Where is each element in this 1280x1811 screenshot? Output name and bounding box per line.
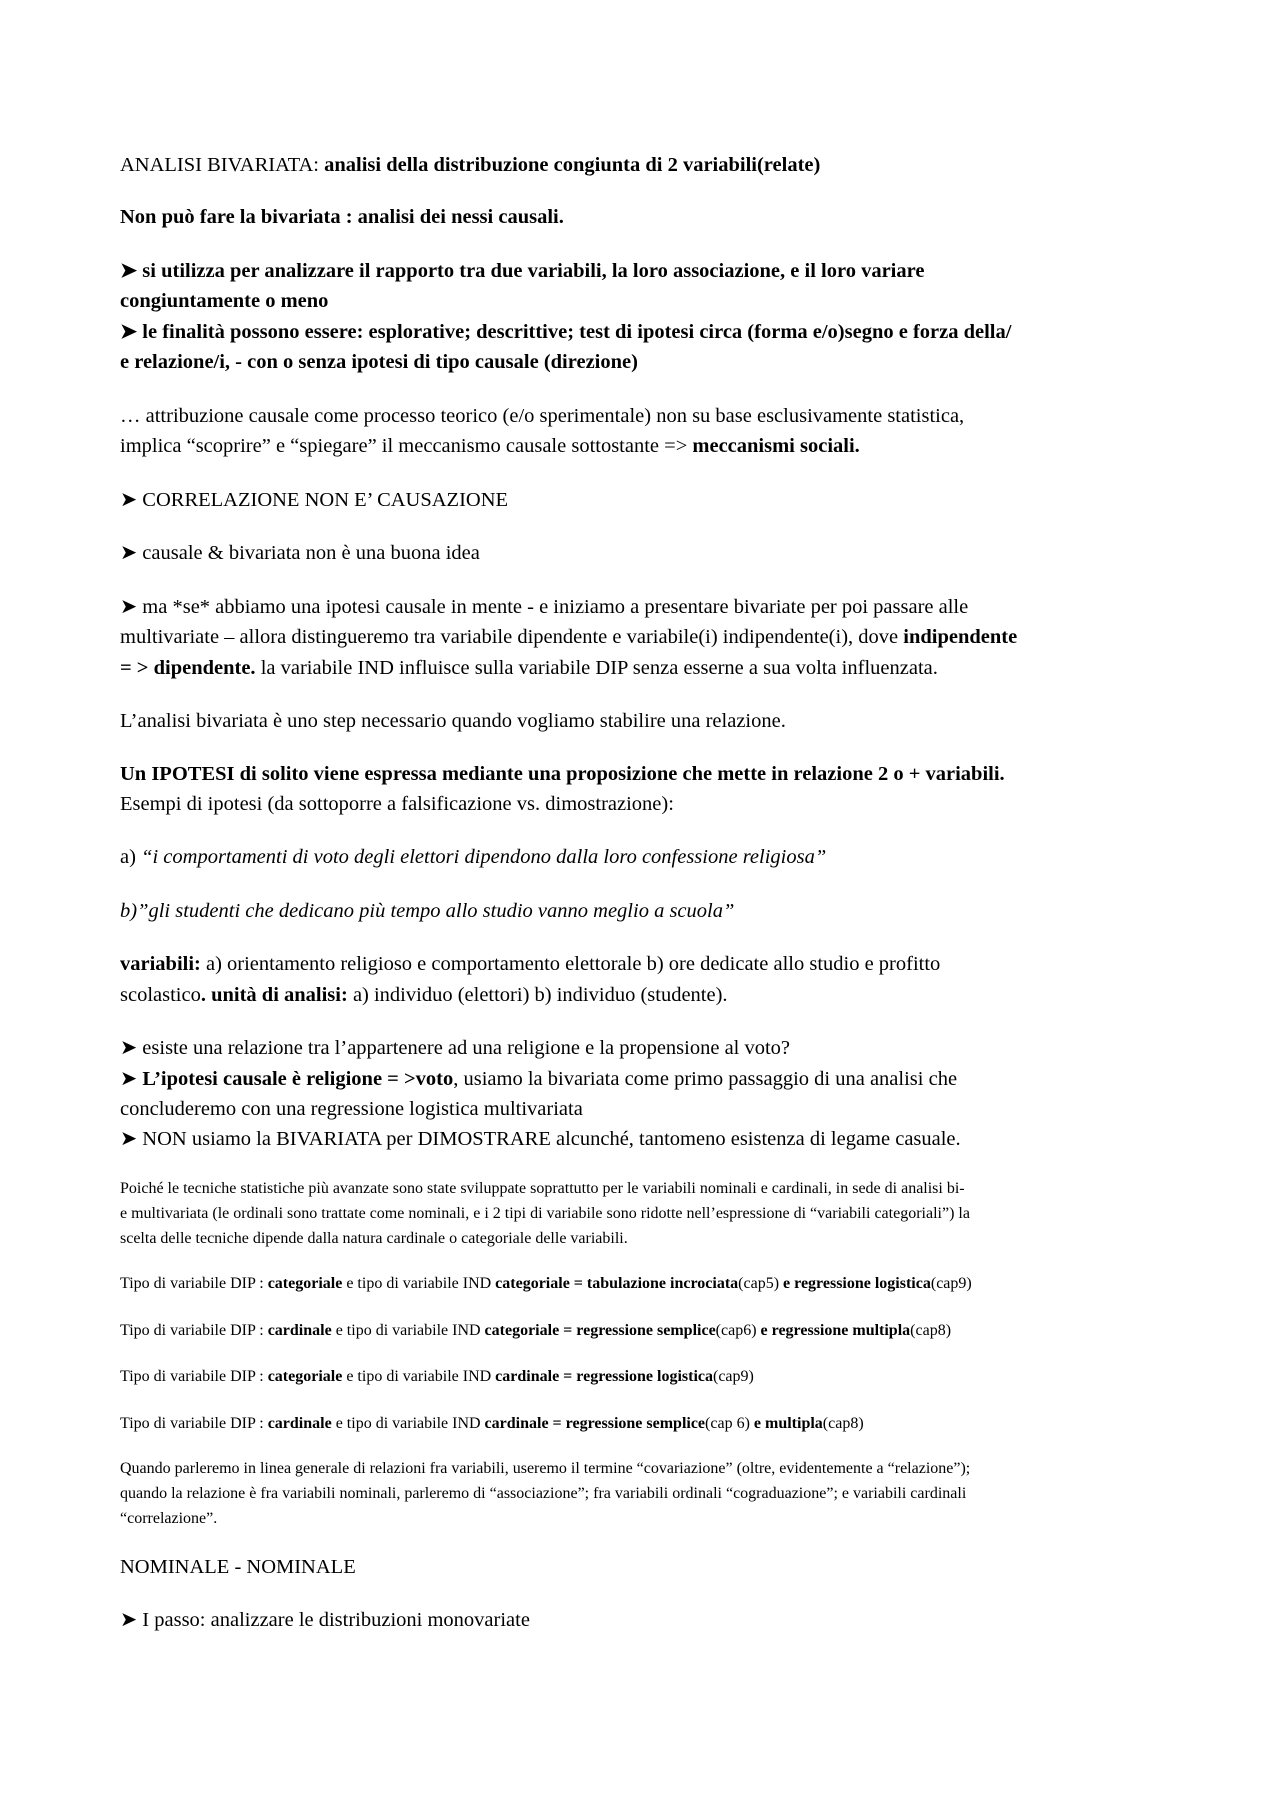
example-a: a) “i comportamenti di voto degli elettori dipendono dalla loro confessione religiosa” <box>120 846 827 868</box>
paragraph-correlation: ➤ CORRELAZIONE NON E’ CAUSAZIONE <box>120 489 509 511</box>
paragraph-necessary-step: L’analisi bivariata è uno step necessario quando vogliamo stabilire una relazione. <box>120 710 786 732</box>
variable-type-row: Tipo di variabile DIP : categoriale e tipo di variabile IND cardinale = regressione logistica(cap9) <box>120 1368 754 1385</box>
title-heading: ANALISI BIVARIATA: <box>120 154 325 176</box>
paragraph-first-step: ➤ I passo: analizzare le distribuzioni monovariate <box>120 1609 530 1631</box>
section-heading: NOMINALE - NOMINALE <box>120 1556 356 1578</box>
paragraph-causal-bivariate: ➤ causale & bivariata non è una buona idea <box>120 542 480 564</box>
variable-type-row: Tipo di variabile DIP : cardinale e tipo di variabile IND categoriale = regressione semplice(cap6) e regressione multipla(cap8) <box>120 1322 952 1339</box>
variable-type-row: Tipo di variabile DIP : cardinale e tipo di variabile IND cardinale = regressione semplice(cap 6) e multipla(cap8) <box>120 1415 864 1432</box>
paragraph-causal-note: Non può fare la bivariata : analisi dei nessi causali. <box>120 206 564 228</box>
example-b: b)”gli studenti che dedicano più tempo allo studio vanno meglio a scuola” <box>120 900 735 922</box>
document-page: ANALISI BIVARIATA: analisi della distribuzione congiunta di 2 variabili(relate) Non può fare la bivariata : analisi dei nessi causali. ➤ si utilizza per analizzare il rapporto tra due variabili, la loro associazione, e il loro variare congiuntamente o meno ➤ le finalità possono essere: esplorative; descrittive; test di ipotesi circa (forma e/o)segno e forza della/ e relazione/i, - con o senza ipotesi di tipo causale (direzione) … attribuzione causale come processo teorico (e/o sperimentale) non su base esclusivamente statistica, implica “scoprire” e “spiegare” il meccanismo causale sottostante => meccanismi sociali. ➤ CORRELAZIONE NON E’ CAUSAZIONE ➤ causale & bivariata non è una buona idea ➤ ma *se* abbiamo una ipotesi causale in mente - e iniziamo a presentare bivariate per poi passare alle multivariate – allora distingueremo tra variabile dipendente e variabile(i) indipendente(i), dove indipendente = > dipendente. la variabile IND influisce sulla variabile DIP senza esserne a sua volta influenzata. L’analisi bivariata è uno step necessario quando vogliamo stabilire una relazione. Un IPOTESI di solito viene espressa mediante una proposizione che mette in relazione 2 o + variabili. Esempi di ipotesi (da sottoporre a falsificazione vs. dimostrazione): a) “i comportamenti di voto degli elettori dipendono dalla loro confessione religiosa” b)”gli studenti che dedicano più tempo allo studio vanno meglio a scuola” variabili: a) orientamento religioso e comportamento elettorale b) ore dedicate allo studio e profitto scolastico. unità di analisi: a) individuo (elettori) b) individuo (studente). ➤ esiste una relazione tra l’appartenere ad una religione e la propensione al voto? ➤ L’ipotesi causale è religione = >voto, usiamo la bivariata come primo passaggio di una analisi che concluderemo con una regressione logistica multivariata ➤ NON usiamo la BIVARIATA per DIMOSTRARE alcunché, tantomeno esistenza di legame casuale. Poiché le tecniche statistiche più avanzate sono state sviluppate soprattutto per le variabili nominali e cardinali, in sede di analisi bi- e multivariata (le ordinali sono trattate come nominali, e i 2 tipi di variabile sono ridotte nell’espressione di “variabili categoriali”) la scelta delle tecniche dipende dalla natura cardinale o categoriale delle variabili. Tipo di variabile DIP : categoriale e tipo di variabile IND categoriale = tabulazione incrociata(cap5) e regressione logistica(cap9) Tipo di variabile DIP : cardinale e tipo di variabile IND categoriale = regressione semplice(cap6) e regressione multipla(cap8) Tipo di variabile DIP : categoriale e tipo di variabile IND cardinale = regressione logistica(cap9) Tipo di variabile DIP : cardinale e tipo di variabile IND cardinale = regressione semplice(cap 6) e multipla(cap8) Quando parleremo in linea generale di relazioni fra variabili, useremo il termine “covariazione” (oltre, evidentemente a “relazione”); quando la relazione è fra variabili nominali, parleremo di “associazione”; fra variabili ordinali “cograduazione”; e variabili cardinali “correlazione”. NOMINALE - NOMINALE ➤ I passo: analizzare le distribuzioni monovariate <box>0 0 1280 1811</box>
variable-type-row: Tipo di variabile DIP : categoriale e tipo di variabile IND categoriale = tabulazione incrociata(cap5) e regressione logistica(cap9) <box>120 1275 972 1292</box>
title-definition: analisi della distribuzione congiunta di 2 variabili(relate) <box>324 154 821 176</box>
title-line <box>120 150 1165 180</box>
